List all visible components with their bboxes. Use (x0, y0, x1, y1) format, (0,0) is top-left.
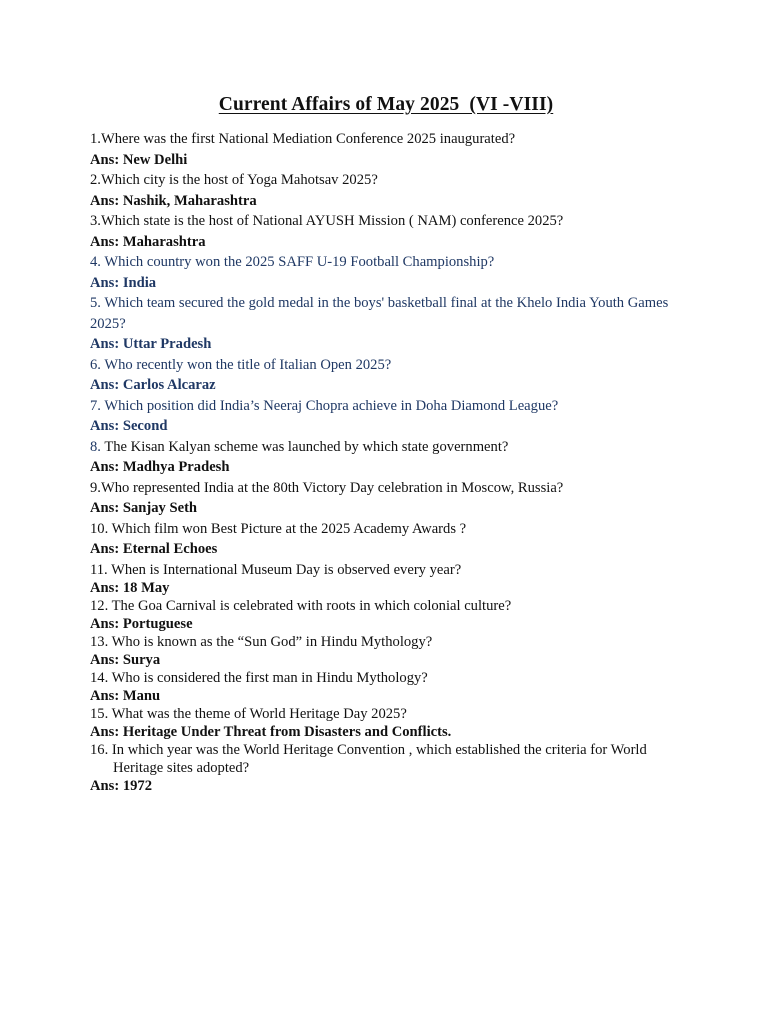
question-text: 14. Who is considered the first man in Hindu Mythology? (90, 669, 428, 686)
question-text: 13. Who is known as the “Sun God” in Hindu Mythology? (90, 633, 433, 650)
qa-item-16 (90, 741, 690, 795)
qa-item-15 (90, 705, 690, 741)
qa-item-12 (90, 597, 690, 633)
question-text: 2.Which city is the host of Yoga Mahotsav 2025? (90, 172, 378, 188)
answer-text: Ans: Second (90, 418, 168, 434)
question-text (90, 437, 690, 458)
answer-text: Ans: Portuguese (90, 615, 193, 632)
qa-item-11 (90, 561, 690, 597)
question-text: 7. Which position did India’s Neeraj Chopra achieve in Doha Diamond League? (90, 397, 559, 414)
question-text: 1.Where was the first National Mediation Conference 2025 inaugurated? (90, 131, 516, 147)
qa-item-3 (90, 211, 690, 252)
answer-text: Ans: Madhya Pradesh (90, 459, 230, 475)
question-text: 15. What was the theme of World Heritage Day 2025? (90, 705, 407, 722)
document-title: Current Affairs of May 2025 (VI -VIII) (218, 94, 554, 115)
question-text: 12. The Goa Carnival is celebrated with roots in which colonial culture? (90, 597, 512, 614)
answer-text: Ans: Eternal Echoes (90, 541, 218, 557)
qa-item-1 (90, 129, 690, 170)
answer-text: Ans: Maharashtra (90, 233, 206, 250)
qa-item-8 (90, 437, 690, 478)
qa-item-7 (90, 396, 690, 437)
question-text: 6. Who recently won the title of Italian Open 2025? (90, 356, 392, 373)
answer-text: Ans: Carlos Alcaraz (90, 377, 216, 393)
answer-text: Ans: Surya (90, 651, 161, 668)
question-body: The Kisan Kalyan scheme was launched by which state government? (100, 438, 509, 455)
qa-item-10 (90, 519, 690, 560)
question-text: 10. Which film won Best Picture at the 2025 Academy Awards ? (90, 520, 467, 537)
question-number: 8. (90, 438, 101, 455)
question-text: 16. In which year was the World Heritage Convention , which established the criteria for World Heritage sites adopted? (90, 741, 647, 776)
qa-item-9 (90, 478, 690, 519)
question-list (90, 129, 690, 795)
question-text: 11. When is International Museum Day is observed every year? (90, 561, 462, 578)
answer-text: Ans: 18 May (90, 579, 170, 596)
qa-item-13 (90, 633, 690, 669)
answer-text: Ans: Nashik, Maharashtra (90, 192, 257, 209)
answer-text: Ans: 1972 (90, 777, 153, 794)
question-text: 4. Which country won the 2025 SAFF U-19 Football Championship? (90, 254, 495, 270)
qa-item-6 (90, 355, 690, 396)
qa-item-14 (90, 669, 690, 705)
answer-text: Ans: Sanjay Seth (90, 500, 198, 516)
answer-text: Ans: Manu (90, 687, 161, 704)
answer-text: Ans: India (90, 274, 157, 291)
answer-text: Ans: Heritage Under Threat from Disasters and Conflicts. (90, 723, 452, 740)
question-text: 5. Which team secured the gold medal in the boys' basketball final at the Khelo India Youth Games 2025? (90, 295, 669, 332)
qa-item-4 (90, 252, 690, 293)
answer-text: Ans: New Delhi (90, 151, 188, 168)
question-text: 3.Which state is the host of National AYUSH Mission ( NAM) conference 2025? (90, 213, 564, 229)
qa-item-5 (90, 293, 690, 355)
answer-text: Ans: Uttar Pradesh (90, 336, 212, 352)
question-text: 9.Who represented India at the 80th Victory Day celebration in Moscow, Russia? (90, 479, 564, 496)
qa-item-2 (90, 170, 690, 211)
